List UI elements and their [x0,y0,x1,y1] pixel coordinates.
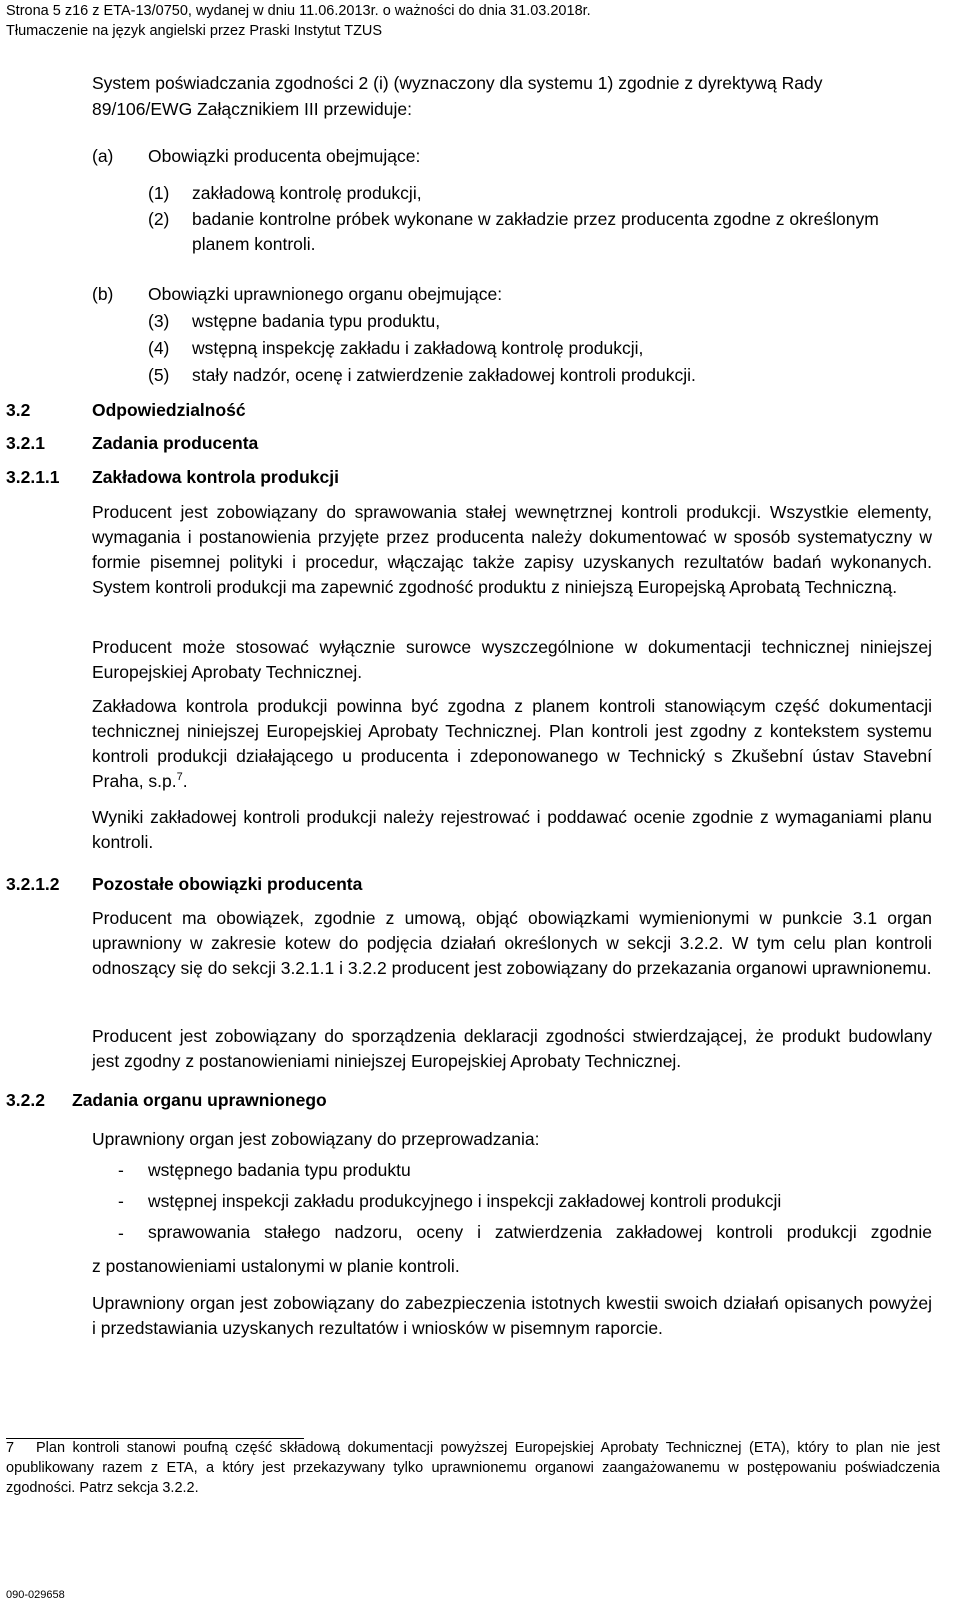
list-a-item2-line2: planem kontroli. [192,234,316,254]
list-b-item5: stały nadzór, ocenę i zatwierdzenie zakładowej kontroli produkcji. [192,365,696,385]
paragraph: Producent jest zobowiązany do sporządzenia deklaracji zgodności stwierdzającej, że produkt budowlany jest zgodny z postanowieniami niniejszej Europejskiej Aprobaty Technicznej. [92,1026,932,1071]
list-a-item1-number: (1) [148,183,170,203]
list-b-item3-number: (3) [148,311,170,331]
page-header-line1: Strona 5 z16 z ETA-13/0750, wydanej w dniu 11.06.2013r. o ważności do dnia 31.03.2018r. [6,3,591,19]
list-b-marker: (b) [92,284,114,304]
list-item: sprawowania stałego nadzoru, oceny i zatwierdzenia zakładowej kontroli produkcji zgodnie [148,1222,932,1242]
section-3-2-2-number: 3.2.2 [6,1090,45,1110]
footnote [6,1438,940,1498]
paragraph: Wyniki zakładowej kontroli produkcji należy rejestrować i poddawać ocenie zgodnie z wymaganiami planu kontroli. [92,807,932,852]
intro-line1: System poświadczania zgodności 2 (i) (wyznaczony dla systemu 1) zgodnie z dyrektywą Rady [92,73,823,93]
list-a-item2-number: (2) [148,209,170,229]
section-3-2-number: 3.2 [6,400,31,420]
list-b-item5-number: (5) [148,365,170,385]
footnote-number: 7 [6,1440,15,1456]
list-a-marker: (a) [92,146,114,166]
dash-bullet: - [118,1160,124,1180]
list-b-item3: wstępne badania typu produktu, [192,311,441,331]
paragraph: Uprawniony organ jest zobowiązany do zabezpieczenia istotnych kwestii swoich działań opisanych powyżej i przedstawiania uzyskanych rezultatów i wniosków w pisemnym raporcie. [92,1293,932,1338]
dash-bullet: - [118,1223,124,1243]
list-a-item1: zakładową kontrolę produkcji, [192,183,422,203]
list-item-continuation: z postanowieniami ustalonymi w planie kontroli. [92,1256,460,1276]
list-b-title: Obowiązki uprawnionego organu obejmujące: [148,284,503,304]
section-3-2-1-title: Zadania producenta [92,433,259,453]
section-3-2-1-number: 3.2.1 [6,433,45,453]
paragraph [92,694,932,794]
list-a-item2-line1: badanie kontrolne próbek wykonane w zakładzie przez producenta zgodne z określonym [192,209,879,229]
paragraph: Producent jest zobowiązany do sprawowania stałej wewnętrznej kontroli produkcji. Wszystkie elementy, wymagania i postanowienia przyjęte przez producenta należy dokumentować w sposób systematyczny w formie pisemnej polityki i procedur, włączając także zapisy uzyskanych rezultatów badań wykonanych. System kontroli produkcji ma zapewnić zgodność produktu z niniejszą Europejską Aprobatą Techniczną. [92,502,932,597]
page-header-line2: Tłumaczenie na język angielski przez Praski Instytut TZUS [6,23,383,39]
footnote-text: Plan kontroli stanowi poufną część składową dokumentacji powyższej Europejskiej Aprobaty Technicznej (ETA), który to plan nie jest opublikowany razem z ETA, a który jest przekazywany tylko uprawnionemu organowi zaangażowanemu w postępowaniu poświadczenia zgodności. Patrz sekcja 3.2.2. [6,1440,940,1496]
dash-bullet: - [118,1191,124,1211]
list-a-title: Obowiązki producenta obejmujące: [148,146,421,166]
intro-line2: 89/106/EWG Załącznikiem III przewiduje: [92,99,412,119]
list-item: wstępnego badania typu produktu [148,1160,411,1180]
list-b-item4: wstępną inspekcję zakładu i zakładową kontrolę produkcji, [192,338,644,358]
section-3-2-1-2-number: 3.2.1.2 [6,874,60,894]
section-3-2-1-1-number: 3.2.1.1 [6,467,60,487]
paragraph: Producent może stosować wyłącznie surowce wyszczególnione w dokumentacji technicznej niniejszej Europejskiej Aprobaty Technicznej. [92,637,932,682]
list-b-item4-number: (4) [148,338,170,358]
paragraph: Producent ma obowiązek, zgodnie z umową, objąć obowiązkami wymienionymi w punkcie 3.1 organ uprawniony w zakresie kotew do podjęcia działań określonych w sekcji 3.2.2. W tym celu plan kontroli odnoszący się do sekcji 3.2.1.1 i 3.2.2 producent jest zobowiązany do przekazania organowi uprawnionemu. [92,908,932,978]
section-3-2-title: Odpowiedzialność [92,400,246,420]
section-3-2-1-2-title: Pozostałe obowiązki producenta [92,874,363,894]
list-item: wstępnej inspekcji zakładu produkcyjnego i inspekcji zakładowej kontroli produkcji [148,1191,782,1211]
footnote-reference: 7 [176,771,183,784]
paragraph-end: . [182,771,188,791]
section-3-2-1-1-title: Zakładowa kontrola produkcji [92,467,339,487]
section-3-2-2-title: Zadania organu uprawnionego [72,1090,327,1110]
paragraph-lead: Uprawniony organ jest zobowiązany do przeprowadzania: [92,1129,540,1149]
document-code: 090-029658 [6,1589,65,1601]
paragraph-text: Zakładowa kontrola produkcji powinna być zgodna z planem kontroli stanowiącym część dokumentacji technicznej niniejszej Europejskiej Aprobaty Technicznej. Plan kontroli jest zgodny z kontekstem systemu kontroli produkcji działającego u producenta i zdeponowanego w Technický s Zkušební ústav Stavební Praha, s.p. [92,696,932,791]
